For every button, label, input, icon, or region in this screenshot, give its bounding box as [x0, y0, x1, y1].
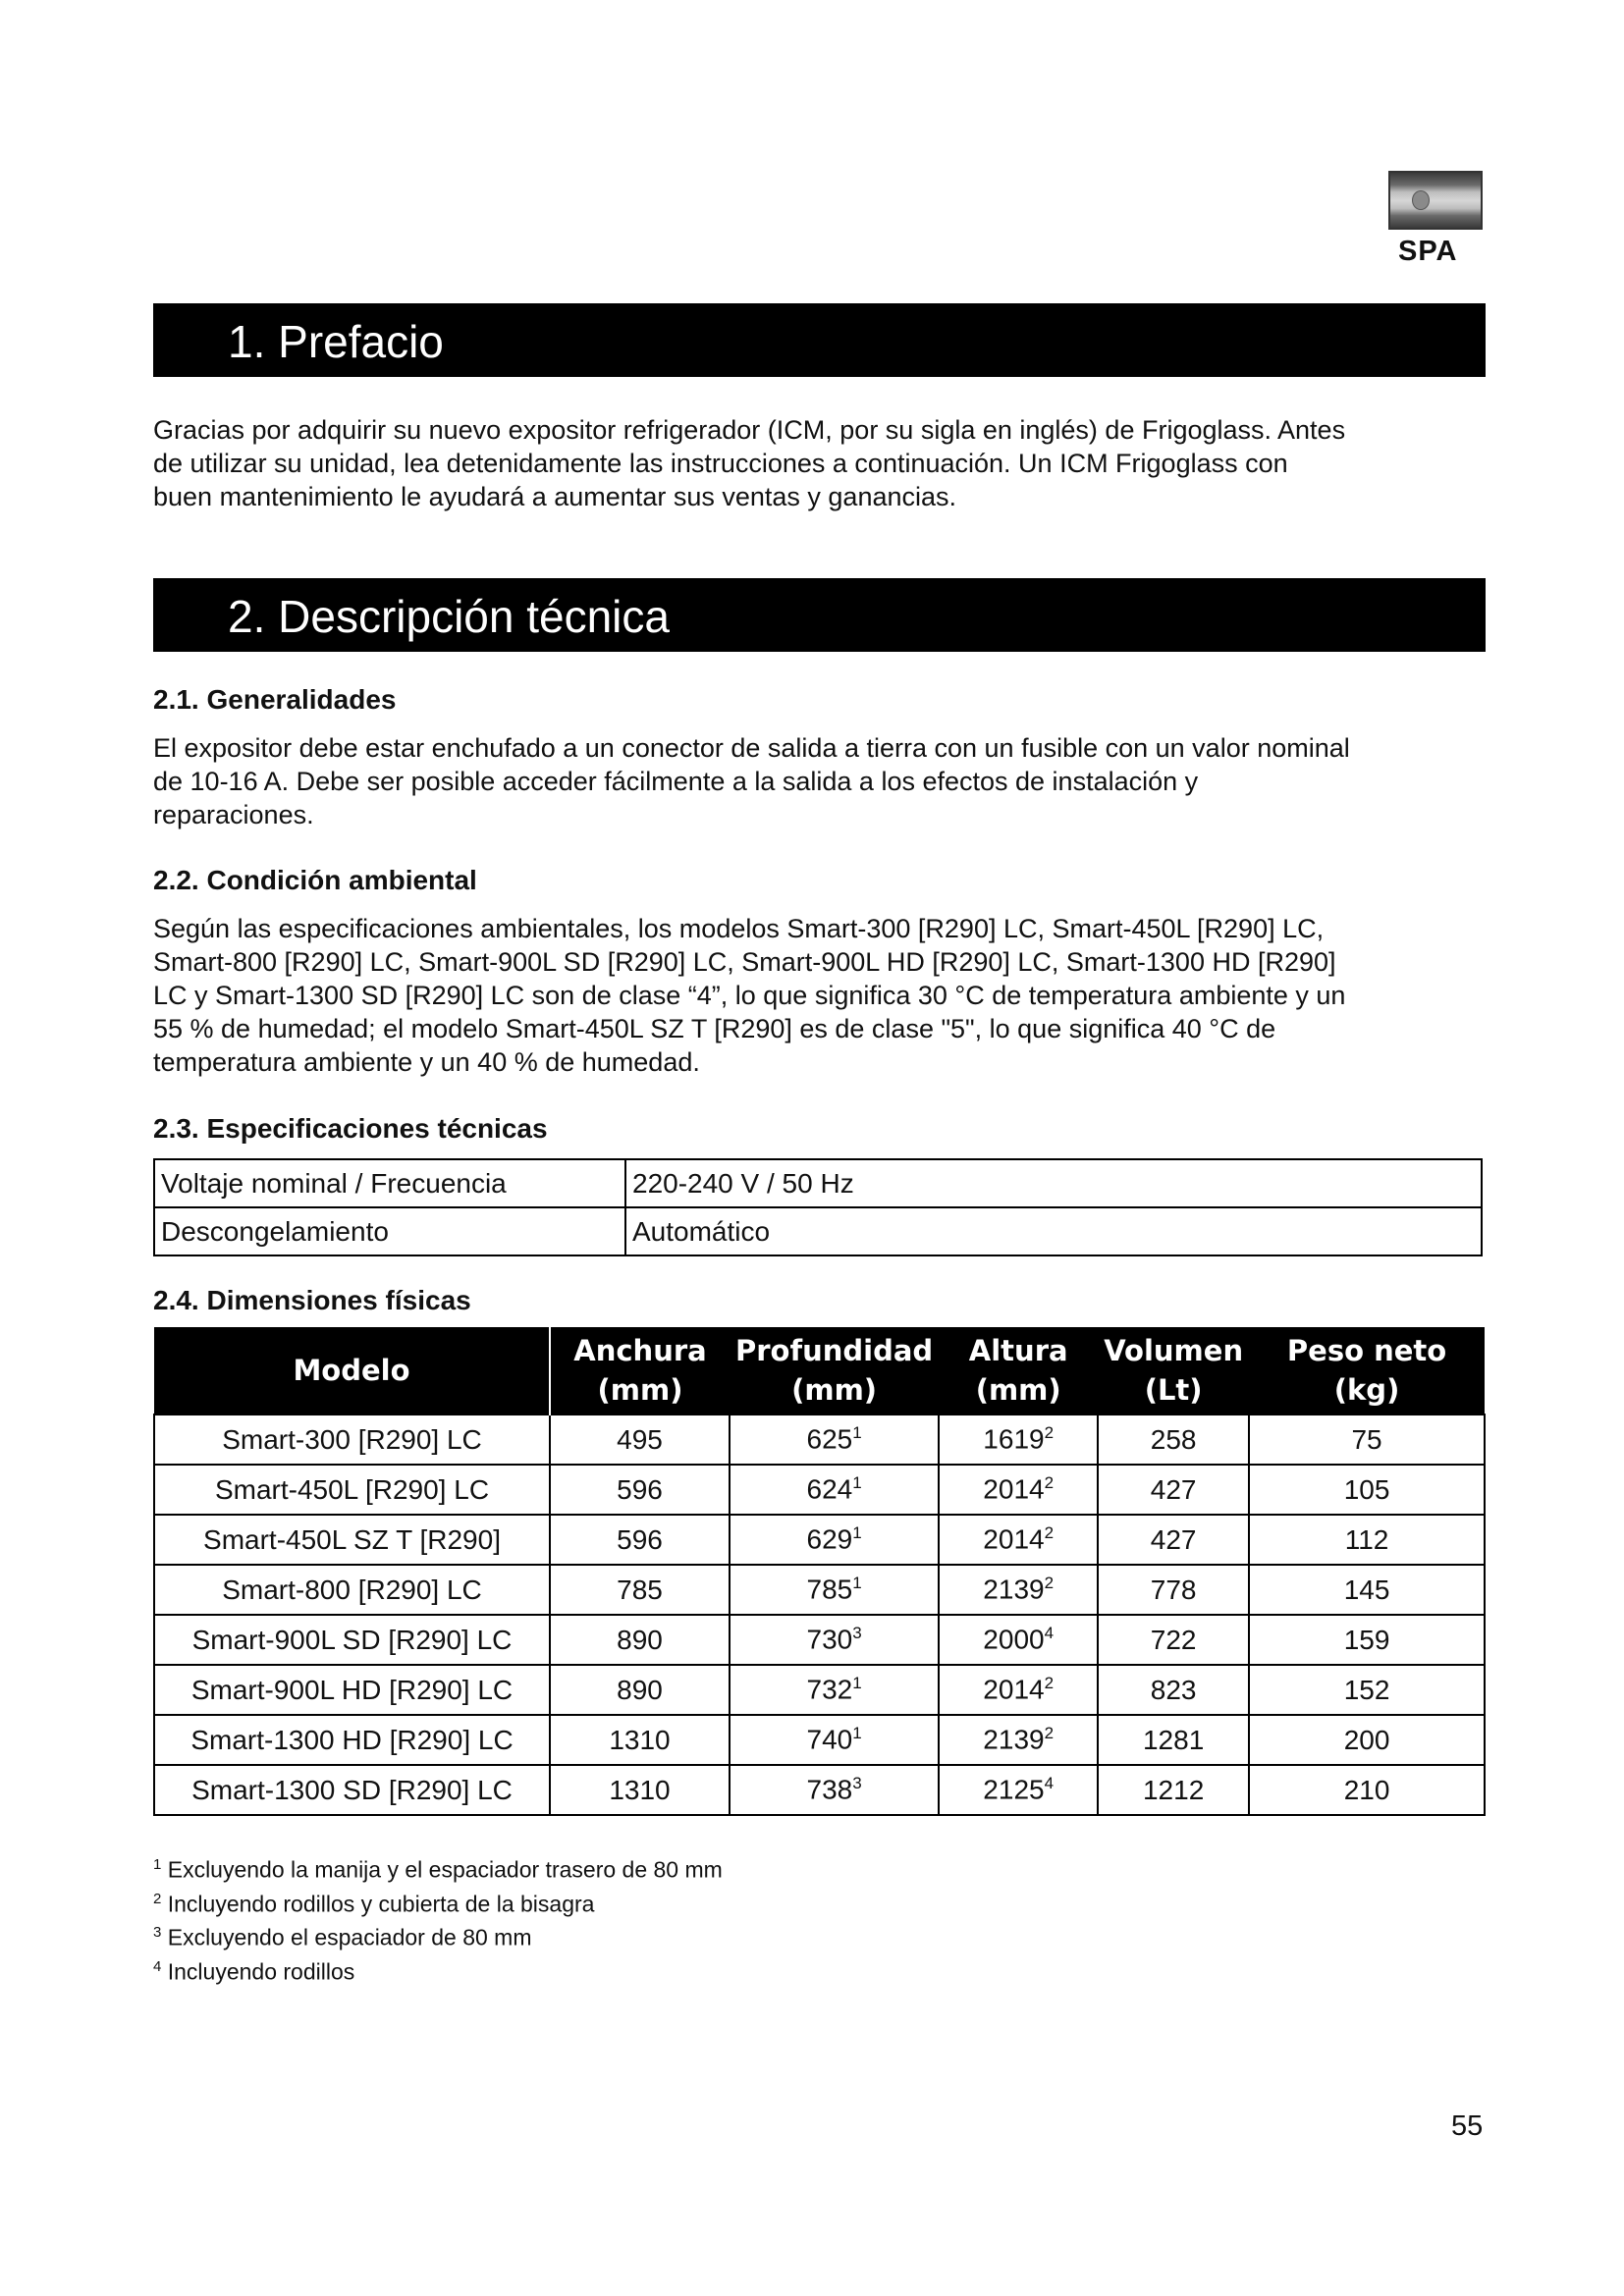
- model-cell: Smart-450L [R290] LC: [154, 1465, 550, 1515]
- text-line: buen mantenimiento le ayudará a aumentar sus ventas y ganancias.: [153, 482, 957, 511]
- spec-table: [153, 1158, 1483, 1256]
- height-cell: 2014$^2$: [939, 1515, 1098, 1565]
- model-cell: Smart-900L HD [R290] LC: [154, 1665, 550, 1715]
- volume-cell: 778: [1098, 1565, 1249, 1615]
- spec-label: Voltaje nominal / Frecuencia: [154, 1159, 625, 1207]
- footnotes: [153, 1850, 723, 1987]
- footnote: $^2$ Incluyendo rodillos y cubierta de la bisagra: [153, 1890, 595, 1917]
- height-cell: 2139$^2$: [939, 1715, 1098, 1765]
- volume-cell: 722: [1098, 1615, 1249, 1665]
- table-header-row: [154, 1327, 1485, 1415]
- spec-value: Automático: [625, 1207, 1482, 1255]
- table-row: [154, 1207, 1482, 1255]
- text-line: de 10-16 A. Debe ser posible acceder fácilmente a la salida a los efectos de instalación y: [153, 767, 1199, 796]
- text-line: de utilizar su unidad, lea detenidamente las instrucciones a continuación. Un ICM Frigoglass con: [153, 449, 1288, 478]
- section-1-header: [153, 303, 1486, 377]
- text-line: LC y Smart-1300 SD [R290] LC son de clase “4”, lo que significa 30 °C de temperatura ambiente y un: [153, 981, 1346, 1010]
- weight-cell: 152: [1249, 1665, 1485, 1715]
- height-cell: 2139$^2$: [939, 1565, 1098, 1615]
- weight-cell: 210: [1249, 1765, 1485, 1815]
- text-line: Gracias por adquirir su nuevo expositor refrigerador (ICM, por su sigla en inglés) de Frigoglass. Antes: [153, 415, 1346, 445]
- text-line: Smart-800 [R290] LC, Smart-900L SD [R290] LC, Smart-900L HD [R290] LC, Smart-1300 HD [R290]: [153, 947, 1336, 977]
- language-code: SPA: [1398, 236, 1458, 267]
- footnote: $^4$ Incluyendo rodillos: [153, 1957, 355, 1985]
- table-body: [154, 1415, 1485, 1815]
- weight-cell: 105: [1249, 1465, 1485, 1515]
- width-cell: 495: [550, 1415, 730, 1465]
- text-line: El expositor debe estar enchufado a un conector de salida a tierra con un fusible con un valor nominal: [153, 733, 1350, 763]
- table-row: [154, 1159, 1482, 1207]
- column-header: Modelo: [154, 1327, 550, 1415]
- column-header: Volumen (Lt): [1098, 1327, 1249, 1415]
- volume-cell: 1212: [1098, 1765, 1249, 1815]
- section-1-title: 1. Prefacio: [228, 316, 444, 367]
- volume-cell: 427: [1098, 1515, 1249, 1565]
- subsection-title: 2.1. Generalidades: [153, 684, 397, 715]
- volume-cell: 1281: [1098, 1715, 1249, 1765]
- depth-cell: $740^1$: [730, 1715, 939, 1765]
- weight-cell: 200: [1249, 1715, 1485, 1765]
- depth-cell: $629^1$: [730, 1515, 939, 1565]
- column-header: Altura (mm): [939, 1327, 1098, 1415]
- width-cell: 596: [550, 1465, 730, 1515]
- table-row: [154, 1715, 1485, 1765]
- text-line: temperatura ambiente y un 40 % de humedad.: [153, 1047, 700, 1077]
- height-cell: 2125$^4$: [939, 1765, 1098, 1815]
- text-line: 55 % de humedad; el modelo Smart-450L SZ T [R290] es de clase "5", lo que significa 40 °C de: [153, 1014, 1276, 1043]
- text-line: Según las especificaciones ambientales, los modelos Smart-300 [R290] LC, Smart-450L [R290] LC,: [153, 914, 1325, 943]
- generalidades-paragraph: [153, 731, 1489, 831]
- spec-label: Descongelamiento: [154, 1207, 625, 1255]
- model-cell: Smart-300 [R290] LC: [154, 1415, 550, 1465]
- subsection-title: 2.3. Especificaciones técnicas: [153, 1113, 548, 1144]
- table-row: [154, 1465, 1485, 1515]
- weight-cell: 145: [1249, 1565, 1485, 1615]
- table-row: [154, 1565, 1485, 1615]
- dimensions-table: [153, 1327, 1486, 1816]
- height-cell: 2014$^2$: [939, 1665, 1098, 1715]
- text-line: reparaciones.: [153, 800, 314, 829]
- height-cell: 1619$^2$: [939, 1415, 1098, 1465]
- section-2-header: [153, 578, 1486, 652]
- flag-icon: [1388, 171, 1483, 230]
- model-cell: Smart-800 [R290] LC: [154, 1565, 550, 1615]
- footnote: $^1$ Excluyendo la manija y el espaciador trasero de 80 mm: [153, 1856, 723, 1883]
- column-header: Peso neto (kg): [1249, 1327, 1485, 1415]
- weight-cell: 112: [1249, 1515, 1485, 1565]
- height-cell: 2014$^2$: [939, 1465, 1098, 1515]
- width-cell: 1310: [550, 1715, 730, 1765]
- table-row: [154, 1765, 1485, 1815]
- depth-cell: $785^1$: [730, 1565, 939, 1615]
- model-cell: Smart-1300 SD [R290] LC: [154, 1765, 550, 1815]
- volume-cell: 823: [1098, 1665, 1249, 1715]
- table-row: [154, 1415, 1485, 1465]
- model-cell: Smart-900L SD [R290] LC: [154, 1615, 550, 1665]
- table-row: [154, 1665, 1485, 1715]
- depth-cell: $625^1$: [730, 1415, 939, 1465]
- width-cell: 596: [550, 1515, 730, 1565]
- height-cell: 2000$^4$: [939, 1615, 1098, 1665]
- column-header: Profundidad (mm): [730, 1327, 939, 1415]
- column-header: Anchura (mm): [550, 1327, 730, 1415]
- volume-cell: 258: [1098, 1415, 1249, 1465]
- footnote: $^3$ Excluyendo el espaciador de 80 mm: [153, 1924, 532, 1950]
- model-cell: Smart-1300 HD [R290] LC: [154, 1715, 550, 1765]
- model-cell: Smart-450L SZ T [R290]: [154, 1515, 550, 1565]
- table-row: [154, 1615, 1485, 1665]
- preface-paragraph: [153, 413, 1489, 513]
- weight-cell: 159: [1249, 1615, 1485, 1665]
- width-cell: 890: [550, 1615, 730, 1665]
- width-cell: 1310: [550, 1765, 730, 1815]
- table-row: [154, 1515, 1485, 1565]
- width-cell: 785: [550, 1565, 730, 1615]
- depth-cell: $732^1$: [730, 1665, 939, 1715]
- volume-cell: 427: [1098, 1465, 1249, 1515]
- emblem-icon: [1412, 190, 1430, 210]
- weight-cell: 75: [1249, 1415, 1485, 1465]
- ambiental-paragraph: [153, 912, 1489, 1079]
- depth-cell: $730^3$: [730, 1615, 939, 1665]
- subsection-title: 2.4. Dimensiones físicas: [153, 1285, 471, 1315]
- page-number: 55: [1451, 2110, 1484, 2142]
- section-2-title: 2. Descripción técnica: [228, 591, 670, 642]
- width-cell: 890: [550, 1665, 730, 1715]
- depth-cell: $738^3$: [730, 1765, 939, 1815]
- subsection-title: 2.2. Condición ambiental: [153, 865, 477, 895]
- spec-value: 220-240 V / 50 Hz: [625, 1159, 1482, 1207]
- depth-cell: $624^1$: [730, 1465, 939, 1515]
